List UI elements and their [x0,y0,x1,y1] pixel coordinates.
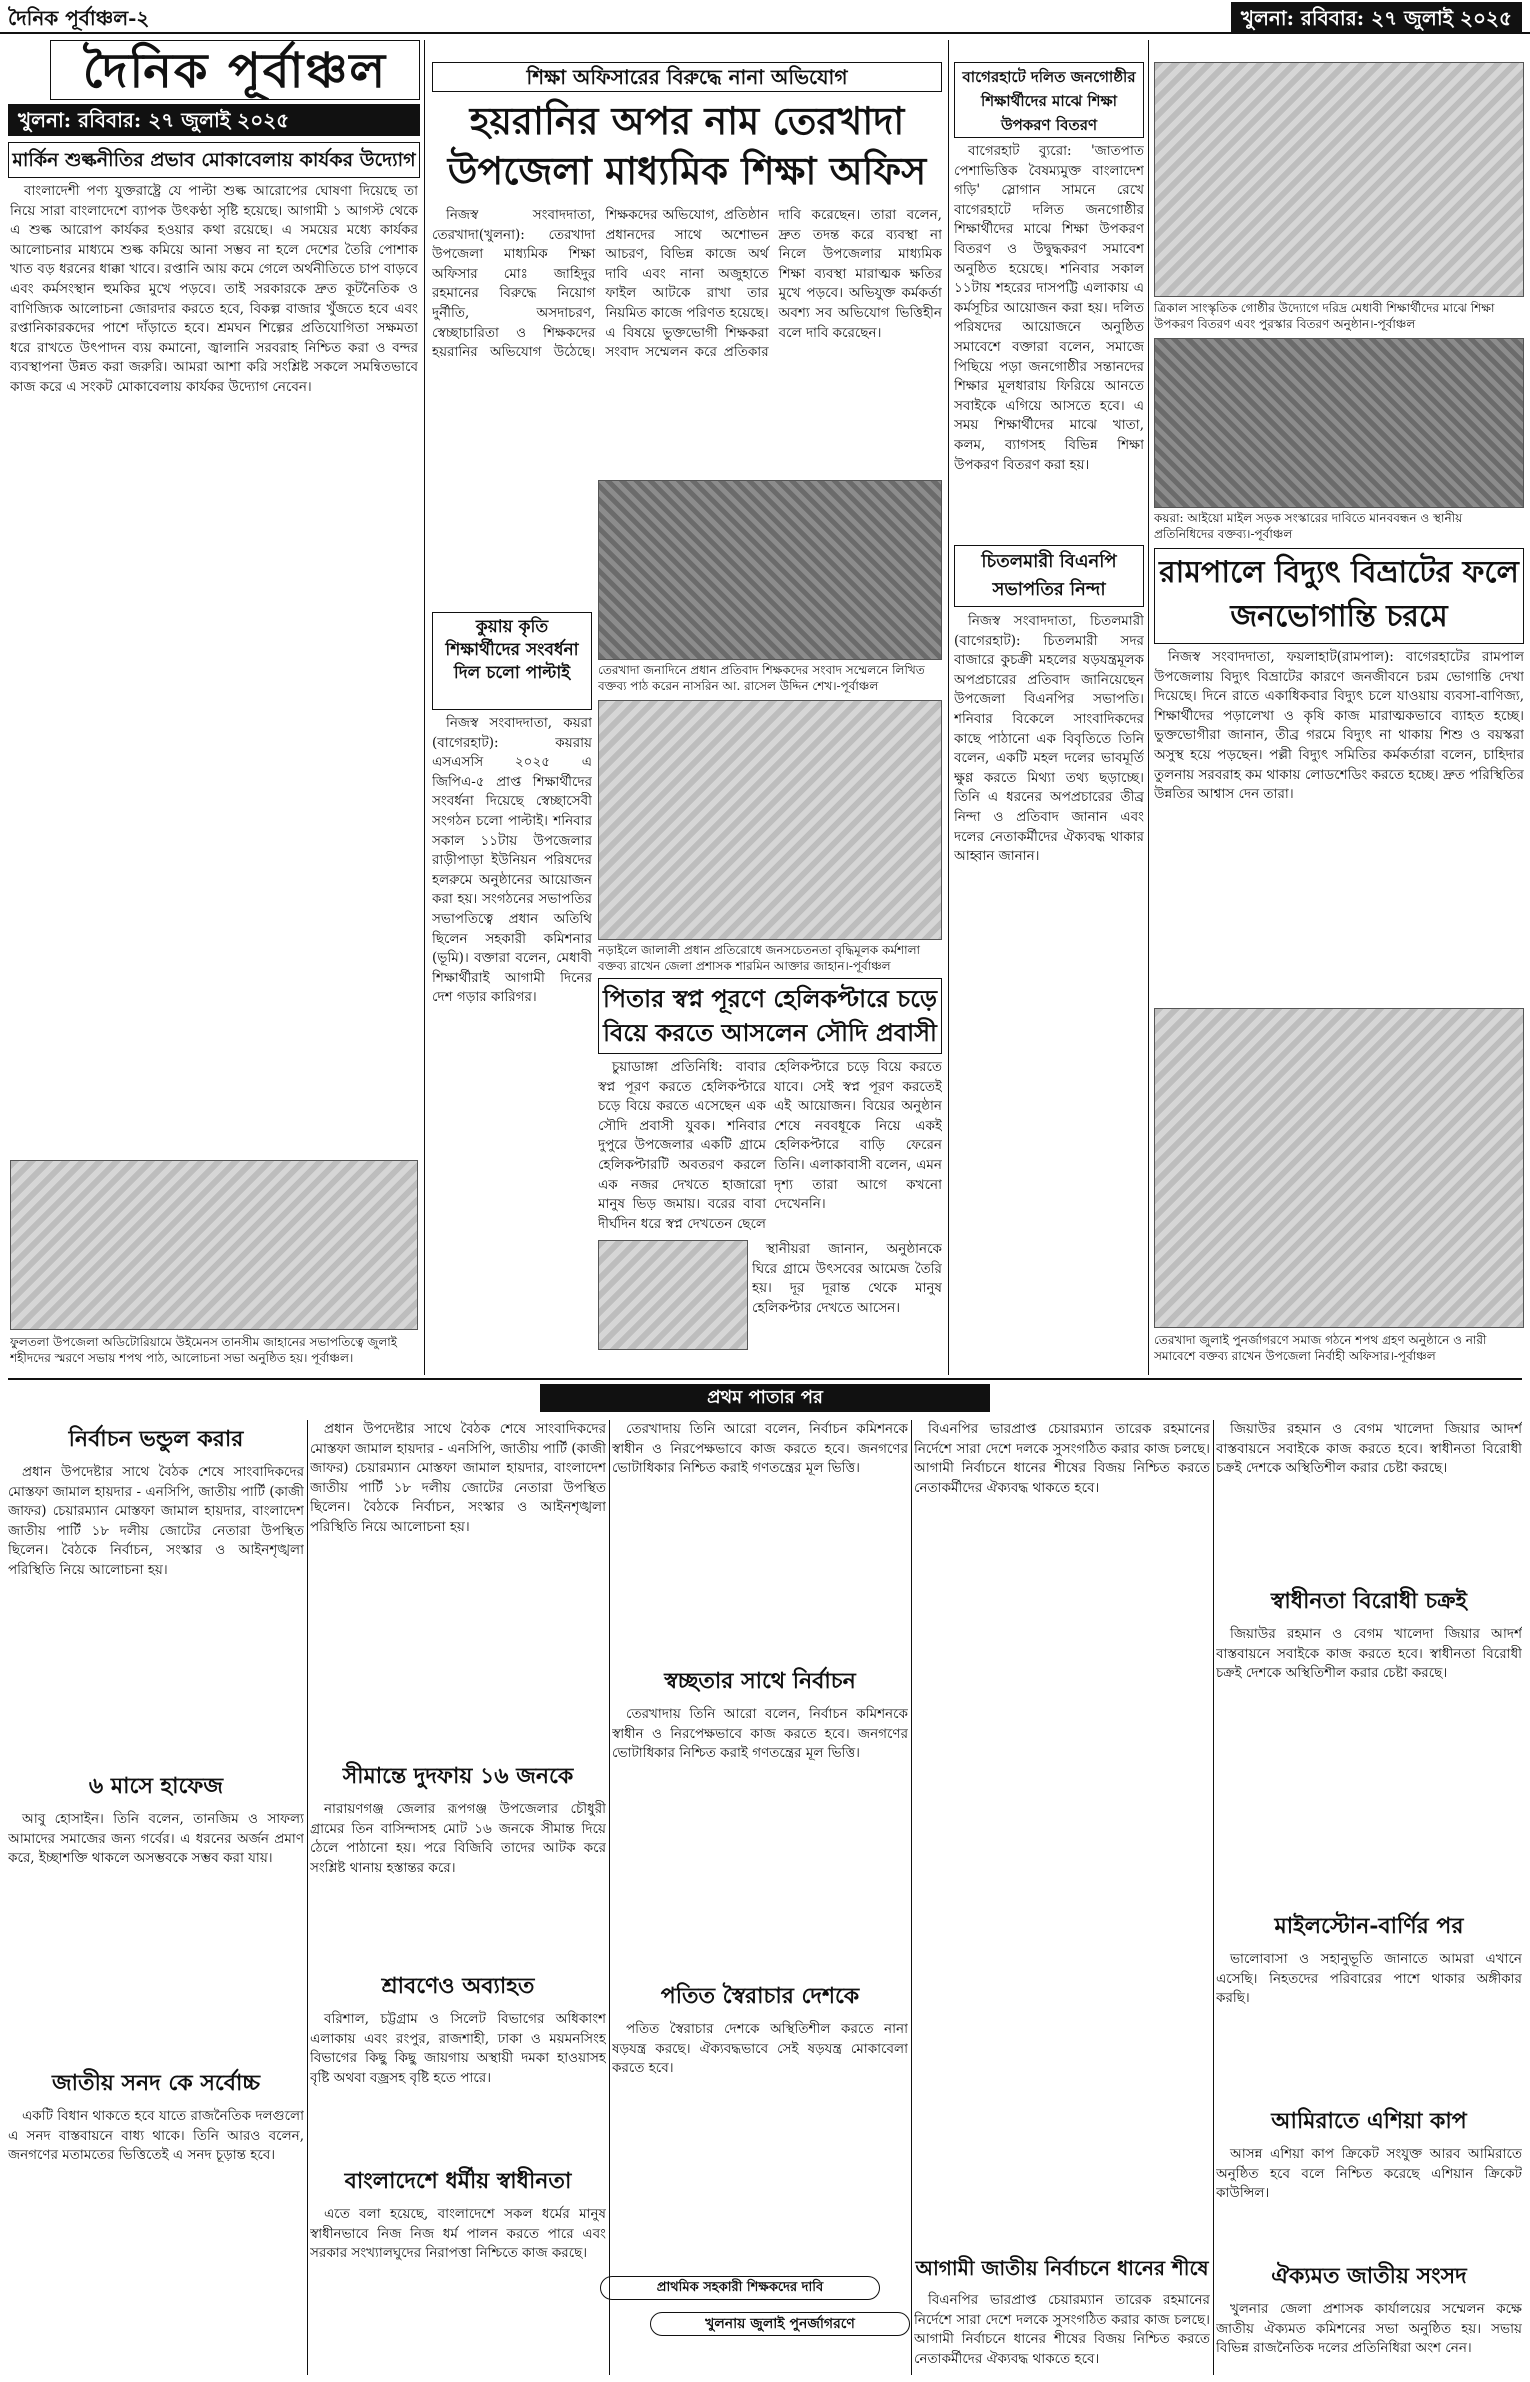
bottom-story-text: ভালোবাসা ও সহানুভূতি জানাতে আমরা এখানে এসেছি। নিহতদের পরিবারের পাশে থাকার অঙ্গীকার করছি। [1216,1951,1522,2007]
bottom-story-body [310,1800,606,1965]
right-top-photo-caption: ত্রিকাল সাংস্কৃতিক গোষ্ঠীর উদ্যোগে দরিদ্র মেধাবী শিক্ষার্থীদের মাঝে শিক্ষা উপকরণ বিতরণ এবং পুরস্কার বিতরণ অনুষ্ঠান।-পূর্বাঞ্চল [1154,301,1495,331]
pitar-text: চুয়াডাঙ্গা প্রতিনিধি: বাবার স্বপ্ন পূরণ করতে হেলিকপ্টারে চড়ে বিয়ে করতে এসেছেন এক সৌদি প্রবাসী যুবক। শনিবার দুপুরে উপজেলার একটি গ্রামে হেলিকপ্টারটি অবতরণ করলে এক নজর দেখতে হাজারো মানুষ ভিড় জমায়। বরের বাবা দীর্ঘদিন ধরে স্বপ্ন দেখতেন ছেলে হেলিকপ্টারে চড়ে বিয়ে করতে যাবে। সেই স্বপ্ন পূরণ করতেই এই আয়োজন। বিয়ের অনুষ্ঠান শেষে নববধূকে নিয়ে একই হেলিকপ্টারে বাড়ি ফেরেন তিনি। এলাকাবাসী বলেন, এমন দৃশ্য তারা আগে কখনো দেখেননি। [598,1059,942,1232]
bottom-story-text: পতিত স্বৈরাচার দেশকে অস্থিতিশীল করতে নানা ষড়যন্ত্র করছে। ঐক্যবদ্ধভাবে সেই ষড়যন্ত্র মোকাবেলা করতে হবে। [612,2021,908,2077]
lead-kicker: শিক্ষা অফিসারের বিরুদ্ধে নানা অভিযোগ [526,65,848,89]
continued-tag: খুলনায় জুলাই পুনর্জাগরণে [650,2312,910,2336]
bottom-story-body [8,1810,304,2060]
bottom-story-text: একটি বিধান থাকতে হবে যাতে রাজনৈতিক দলগুলো এ সনদ বাস্তবায়নে বাধ্য থাকে। তিনি আরও বলেন, জনগণের মতামতের ভিত্তিতেই এ সনদ চূড়ান্ত হবে। [8,2108,304,2164]
lead-kicker-box [432,62,942,92]
bottom-story-body [914,2291,1210,2371]
pitar-body [598,1058,942,1238]
bottom-story-text: বিএনপির ভারপ্রাপ্ত চেয়ারম্যান তারেক রহমানের নির্দেশে সারা দেশে দলকে সুসংগঠিত করার কাজ চলছে। আগামী নির্বাচনে ধানের শীষের বিজয় নিশ্চিত করতে নেতাকর্মীদের ঐক্যবদ্ধ থাকতে হবে। [914,2292,1210,2367]
bottom-column-3 [612,1420,908,2375]
editorial-body [10,182,418,1157]
column-divider [424,40,425,1375]
bottom-story-title: নির্বাচন ভন্ডুল করার [68,1426,244,1452]
bottom-story-text: খুলনার জেলা প্রশাসক কার্যালয়ের সম্মেলন কক্ষে জাতীয় ঐক্যমত কমিশনের সভা অনুষ্ঠিত হয়। সভায় বিভিন্ন রাজনৈতিক দলের প্রতিনিধিরা অংশ নেন। [1216,2301,1522,2357]
kuyara-body [432,714,592,1370]
kuyara-title-box [432,612,592,710]
pitar-continued-text: স্থানীয়রা জানান, অনুষ্ঠানকে ঘিরে গ্রামে উৎসবের আমেজ তৈরি হয়। দূর দূরান্ত থেকে মানুষ হেলিকপ্টার দেখতে আসেন। [752,1241,942,1316]
bottom-column-1 [8,1420,304,2375]
bagerhat-title: বাগেরহাটে দলিত জনগোষ্ঠীর শিক্ষার্থীদের মাঝে শিক্ষা উপকরণ বিতরণ [962,68,1136,134]
rampal-body [1154,648,1524,1003]
bottom-story-body [1216,1420,1522,1580]
bottom-story-text: নারায়ণগঞ্জ জেলার রূপগঞ্জ উপজেলার চৌধুরী গ্রামের তিন বাসিন্দাসহ মোট ১৬ জনকে সীমান্ত দিয়ে ঠেলে পাঠানো হয়। পরে বিজিবি তাদের আটক করে সংশ্লিষ্ট থানায় হস্তান্তর করে। [310,1801,606,1876]
right-bottom-photo-caption: তেরখাদা জুলাই পুনর্জাগরণে সমাজ গঠনে শপথ গ্রহণ অনুষ্ঠানে ও নারী সমাবেশে বক্তব্য রাখেন উপজেলা নির্বাহী অফিসার।-পূর্বাঞ্চল [1154,1333,1487,1363]
bottom-story-text: বরিশাল, চট্টগ্রাম ও সিলেট বিভাগের অধিকাংশ এলাকায় এবং রংপুর, রাজশাহী, ঢাকা ও ময়মনসিংহ বিভাগের কিছু কিছু জায়গায় অস্থায়ী দমকা হাওয়াসহ বৃষ্টি অথবা বজ্রসহ বৃষ্টি হতে পারে। [310,2011,606,2086]
bottom-story-text: আবু হোসাইন। তিনি বলেন, তানজিম ও সাফল্য আমাদের সমাজের জন্য গর্বের। এ ধরনের অর্জন প্রমাণ করে, ইচ্ছাশক্তি থাকলে অসম্ভবকে সম্ভব করা যায়। [8,1811,304,1867]
bottom-story-text: বিএনপির ভারপ্রাপ্ত চেয়ারম্যান তারেক রহমানের নির্দেশে সারা দেশে দলকে সুসংগঠিত করার কাজ চলছে। আগামী নির্বাচনে ধানের শীষের বিজয় নিশ্চিত করতে নেতাকর্মীদের ঐক্যবদ্ধ থাকতে হবে। [914,1421,1210,1496]
right-second-photo [1154,338,1524,508]
bottom-story-title: পতিত স্বৈরাচার দেশকে [660,1983,860,2009]
bottom-story-body [1216,2145,1522,2255]
bottom-story-body [8,1463,304,1763]
column-divider [307,1420,308,2375]
pitar-title-box [598,978,942,1054]
bottom-story-text: তেরখাদায় তিনি আরো বলেন, নির্বাচন কমিশনকে স্বাধীন ও নিরপেক্ষভাবে কাজ করতে হবে। জনগণের ভোটাধিকার নিশ্চিত করাই গণতন্ত্রের মূল ভিত্তি। [612,1706,908,1762]
bottom-story-title: ঐক্যমত জাতীয় সংসদ [1271,2263,1467,2289]
bottom-story-body [310,2010,606,2160]
column-divider [948,40,949,1375]
bottom-story-body [310,2205,606,2355]
pitar-headline: পিতার স্বপ্ন পূরণে হেলিকপ্টারে চড়ে বিয়ে করতে আসলেন সৌদি প্রবাসী [602,984,938,1047]
bottom-story-body [612,1420,908,1660]
bottom-story-body [1216,1950,1522,2100]
bagerhat-title-box [954,62,1144,138]
bottom-story-body [1216,2300,1522,2375]
editorial-title-box [8,142,420,178]
bottom-story-text: এতে বলা হয়েছে, বাংলাদেশে সকল ধর্মের মানুষ স্বাধীনভাবে নিজ নিজ ধর্ম পালন করতে পারে এবং সরকার সংখ্যালঘুদের নিরাপত্তা নিশ্চিতে কাজ করছে। [310,2206,606,2262]
bottom-story-title: শ্রাবণেও অব্যাহত [381,1973,535,1999]
bottom-story-text: আসন্ন এশিয়া কাপ ক্রিকেট সংযুক্ত আরব আমিরাতে অনুষ্ঠিত হবে বলে নিশ্চিত করেছে এশিয়ান ক্রিকেট কাউন্সিল। [1216,2146,1522,2202]
bottom-story-body [612,1705,908,1975]
column-divider [609,1420,610,2375]
bottom-story-title: মাইলস্টোন-বার্ণির পর [1274,1913,1464,1939]
rampal-text: নিজস্ব সংবাদদাতা, ফয়লাহাট(রামপাল): বাগেরহাটের রামপাল উপজেলায় বিদ্যুৎ বিভ্রাটের কারণে জনজীবনে চরম ভোগান্তি দেখা দিয়েছে। দিনে রাতে একাধিকবার বিদ্যুৎ চলে যাওয়ায় ব্যবসা-বাণিজ্য, শিক্ষার্থীদের পড়ালেখা ও কৃষি কাজ মারাত্মকভাবে ব্যাহত হচ্ছে। ভুক্তভোগীরা জানান, তীব্র গরমে বিদ্যুৎ না থাকায় শিশু ও বয়স্করা অসুস্থ হয়ে পড়ছেন। পল্লী বিদ্যুৎ সমিতির কর্মকর্তারা বলেন, চাহিদার তুলনায় সরবরাহ কম থাকায় লোডশেডিং করতে হচ্ছে। দ্রুত পরিস্থিতির উন্নতির আশ্বাস দেন তারা। [1154,649,1524,803]
chitalmari-body [954,612,1144,1370]
continued-from-front-label: প্রথম পাতার পর [540,1384,990,1412]
bottom-column-5 [1216,1420,1522,2375]
right-second-photo-caption: কয়রা: আইয়ো মাইল সড়ক সংস্কারের দাবিতে মানববন্ধন ও স্থানীয় প্রতিনিধিদের বক্তব্য।-পূর্বাঞ্চল [1154,511,1463,541]
rampal-headline: রামপালে বিদ্যুৎ বিভ্রাটের ফলে জনভোগান্তি চরমে [1159,555,1519,634]
bottom-story-title: জাতীয় সনদ কে সর্বোচ্চ [52,2070,260,2096]
bottom-story-body [612,2020,908,2330]
newspaper-masthead: দৈনিক পূর্বাঞ্চল [50,40,420,100]
right-top-photo [1154,62,1524,297]
bottom-story-title: সীমান্তে দুদফায় ১৬ জনকে [342,1763,574,1789]
workshop-photo [598,700,942,940]
bagerhat-text: বাগেরহাট ব্যুরো: 'জাতপাত পেশাভিত্তিক বৈষম্যমুক্ত বাংলাদেশ গড়ি' স্লোগান সামনে রেখে বাগেরহাটে দলিত জনগোষ্ঠীর শিক্ষার্থীদের মাঝে শিক্ষা উপকরণ বিতরণ ও উদ্বুদ্ধকরণ সমাবেশ অনুষ্ঠিত হয়েছে। শনিবার সকাল ১১টায় শহরের দাসপট্টি এলাকায় এ কর্মসূচির আয়োজন করা হয়। দলিত পরিষদের আয়োজনে অনুষ্ঠিত সমাবেশে বক্তারা বলেন, সমাজে পিছিয়ে পড়া জনগোষ্ঠীর সন্তানদের শিক্ষার মূলধারায় ফিরিয়ে আনতে সবাইকে এগিয়ে আসতে হবে। এ সময় শিক্ষার্থীদের মাঝে খাতা, কলম, ব্যাগসহ বিভিন্ন শিক্ষা উপকরণ বিতরণ করা হয়। [954,143,1144,473]
bagerhat-body [954,142,1144,537]
bottom-story-title: আমিরাতে এশিয়া কাপ [1271,2108,1467,2134]
section-divider [8,1378,1522,1380]
chitalmari-text: নিজস্ব সংবাদদাতা, চিতলমারী (বাগেরহাট): চিতলমারী সদর বাজারে কুচক্রী মহলের ষড়যন্ত্রমূলক অপপ্রচারের প্রতিবাদ জানিয়েছেন উপজেলা বিএনপির সভাপতি। শনিবার বিকেলে সাংবাদিকদের কাছে পাঠানো এক বিবৃতিতে তিনি বলেন, একটি মহল দলের ভাবমূর্তি ক্ষুণ্ণ করতে মিথ্যা তথ্য ছড়াচ্ছে। তিনি এ ধরনের অপপ্রচারের তীব্র নিন্দা ও প্রতিবাদ জানান এবং দলের নেতাকর্মীদের ঐক্যবদ্ধ থাকার আহ্বান জানান। [954,613,1144,865]
bottom-story-title: স্বাধীনতা বিরোধী চক্রই [1271,1588,1467,1614]
bottom-story-title: ৬ মাসে হাফেজ [88,1773,224,1799]
lead-body [432,206,942,476]
page-number-label: দৈনিক পূর্বাঞ্চল-২ [8,6,150,30]
bottom-story-body [8,2107,304,2375]
kuyara-title: কুয়ায় কৃতি শিক্ষার্থীদের সংবর্ধনা দিল চলো পাল্টাই [445,617,579,683]
workshop-photo-caption: নড়াইলে জালালী প্রধান প্রতিরোধে জনসচেতনতা বৃদ্ধিমূলক কর্মশালা বক্তব্য রাখেন জেলা প্রশাসক শারমিন আক্তার জাহান।-পূর্বাঞ্চল [598,943,921,973]
bottom-story-title: আগামী জাতীয় নির্বাচনে ধানের শীষে [915,2256,1209,2280]
header-date: খুলনা: রবিবার: ২৭ জুলাই ২০২৫ [1231,2,1522,34]
bottom-story-title: বাংলাদেশে ধর্মীয় স্বাধীনতা [344,2168,572,2194]
bottom-story-body [310,1420,606,1755]
bottom-story-text: প্রধান উপদেষ্টার সাথে বৈঠক শেষে সাংবাদিকদের মোস্তফা জামাল হায়দার - এনসিপি, জাতীয় পার্টি (কাজী জাফর) চেয়ারম্যান মোস্তফা জামাল হায়দার, বাংলাদেশ জাতীয় পার্টি ১৮ দলীয় জোটের নেতারা উপস্থিত ছিলেন। বৈঠকে নির্বাচন, সংস্কার ও আইনশৃঙ্খলা পরিস্থিতি নিয়ে আলোচনা হয়। [310,1421,606,1535]
bottom-story-body [1216,1625,1522,1905]
continued-tag: প্রাথমিক সহকারী শিক্ষকদের দাবি [600,2276,880,2300]
editorial-photo [10,1160,418,1330]
bottom-story-body [914,1420,1210,2250]
editorial-title: মার্কিন শুল্কনীতির প্রভাব মোকাবেলায় কার্যকর উদ্যোগ [12,149,416,171]
chitalmari-title: চিতলমারী বিএনপি সভাপতির নিন্দা [981,551,1117,600]
column-divider [1148,40,1149,1375]
kuyara-text: নিজস্ব সংবাদদাতা, কয়রা (বাগেরহাট): কয়রায় এসএসসি ২০২৫ এ জিপিএ-৫ প্রাপ্ত শিক্ষার্থীদের সংবর্ধনা দিয়েছে স্বেচ্ছাসেবী সংগঠন চলো পাল্টাই। শনিবার সকাল ১১টায় উপজেলার রাড়ীপাড়া ইউনিয়ন পরিষদের হলরুমে অনুষ্ঠানের আয়োজন করা হয়। সংগঠনের সভাপতির সভাপতিত্বে প্রধান অতিথি ছিলেন সহকারী কমিশনার (ভূমি)। বক্তারা বলেন, মেধাবী শিক্ষার্থীরাই আগামী দিনের দেশ গড়ার কারিগর। [432,715,592,1006]
column-divider [911,1420,912,2375]
editorial-text: বাংলাদেশী পণ্য যুক্তরাষ্ট্রে যে পাল্টা শুল্ক আরোপের ঘোষণা দিয়েছে তা নিয়ে সারা বাংলাদেশে ব্যাপক উৎকণ্ঠা সৃষ্টি হয়েছে। আগামী ১ আগস্ট থেকে এ শুল্ক আরোপ কার্যকর হওয়ার কথা রয়েছে। এ সময়ের মধ্যে কার্যকর আলোচনার মাধ্যমে শুল্ক কমিয়ে আনা সম্ভব না হলে দেশের তৈরি পোশাক খাত বড় ধরনের ধাক্কা খাবে। রপ্তানি আয় কমে গেলে অর্থনীতিতে চাপ বাড়বে এবং কর্মসংস্থান হুমকির মুখে পড়বে। তাই সরকারকে দ্রুত কূটনৈতিক ও বাণিজ্যিক আলোচনা জোরদার করতে হবে, বিকল্প বাজার খুঁজতে হবে এবং রপ্তানিকারকদের পাশে দাঁড়াতে হবে। শ্রমঘন শিল্পের প্রতিযোগিতা সক্ষমতা ধরে রাখতে উৎপাদন ব্যয় কমানো, জ্বালানি সরবরাহ নিশ্চিত করা ও বন্দর ব্যবস্থাপনা উন্নত করা জরুরি। আমরা আশা করি সংশ্লিষ্ট সকলে সমন্বিতভাবে কাজ করে এ সংকট মোকাবেলায় কার্যকর উদ্যোগ নেবেন। [10,183,418,395]
bottom-story-text: জিয়াউর রহমান ও বেগম খালেদা জিয়ার আদর্শ বাস্তবায়নে সবাইকে কাজ করতে হবে। স্বাধীনতা বিরোধী চক্রই দেশকে অস্থিতিশীল করার চেষ্টা করছে। [1216,1421,1522,1477]
lead-text: নিজস্ব সংবাদদাতা, তেরখাদা(খুলনা): তেরখাদা উপজেলা মাধ্যমিক শিক্ষা অফিসার মোঃ জাহিদুর রহমানের বিরুদ্ধে নিয়োগ দুর্নীতি, অসদাচরণ, স্বেচ্ছাচারিতা ও শিক্ষকদের হয়রানির অভিযোগ উঠেছে। শিক্ষকদের অভিযোগ, প্রতিষ্ঠান প্রধানদের সাথে অশোভন আচরণ, বিভিন্ন কাজে অর্থ দাবি এবং নানা অজুহাতে ফাইল আটকে রাখা তার নিয়মিত কাজে পরিণত হয়েছে। এ বিষয়ে ভুক্তভোগী শিক্ষকরা সংবাদ সম্মেলন করে প্রতিকার দাবি করেছেন। তারা বলেন, দ্রুত তদন্ত করে ব্যবস্থা না নিলে উপজেলার মাধ্যমিক শিক্ষা ব্যবস্থা মারাত্মক ক্ষতির মুখে পড়বে। অভিযুক্ত কর্মকর্তা অবশ্য সব অভিযোগ ভিত্তিহীন বলে দাবি করেছেন। [432,207,942,361]
bottom-story-text: প্রধান উপদেষ্টার সাথে বৈঠক শেষে সাংবাদিকদের মোস্তফা জামাল হায়দার - এনসিপি, জাতীয় পার্টি (কাজী জাফর) চেয়ারম্যান মোস্তফা জামাল হায়দার, বাংলাদেশ জাতীয় পার্টি ১৮ দলীয় জোটের নেতারা উপস্থিত ছিলেন। বৈঠকে নির্বাচন, সংস্কার ও আইনশৃঙ্খলা পরিস্থিতি নিয়ে আলোচনা হয়। [8,1464,304,1578]
masthead-date: খুলনা: রবিবার: ২৭ জুলাই ২০২৫ [8,104,420,136]
lead-headline: হয়রানির অপর নাম তেরখাদা উপজেলা মাধ্যমিক শিক্ষা অফিস [447,98,927,193]
right-bottom-photo [1154,1008,1524,1328]
column-divider [1213,1420,1214,2375]
bottom-story-text: তেরখাদায় তিনি আরো বলেন, নির্বাচন কমিশনকে স্বাধীন ও নিরপেক্ষভাবে কাজ করতে হবে। জনগণের ভোটাধিকার নিশ্চিত করাই গণতন্ত্রের মূল ভিত্তি। [612,1421,908,1477]
page-header-bar [0,0,1530,34]
helicopter-photo [598,1240,748,1350]
bottom-story-title: স্বচ্ছতার সাথে নির্বাচন [664,1668,856,1694]
lead-photo-caption: তেরখাদা জনাদিনে প্রধান প্রতিবাদ শিক্ষকদের সংবাদ সম্মেলনে লিখিত বক্তব্য পাঠ করেন নাসরিন আ. রাসেল উদ্দিন শেখ।-পূর্বাঞ্চল [598,663,925,693]
bottom-story-text: জিয়াউর রহমান ও বেগম খালেদা জিয়ার আদর্শ বাস্তবায়নে সবাইকে কাজ করতে হবে। স্বাধীনতা বিরোধী চক্রই দেশকে অস্থিতিশীল করার চেষ্টা করছে। [1216,1626,1522,1682]
lead-photo [598,480,942,660]
rampal-title-box [1154,548,1524,644]
chitalmari-title-box [954,545,1144,607]
editorial-photo-caption: ফুলতলা উপজেলা অডিটোরিয়ামে উইমেনস তানসীম জাহানের সভাপতিত্বে জুলাই শহীদদের স্মরণে সভায় শপথ পাঠ, আলোচনা সভা অনুষ্ঠিত হয়। পূর্বাঞ্চল। [10,1335,397,1365]
pitar-continued-body [752,1240,942,1370]
bottom-column-4 [914,1420,1210,2375]
bottom-column-2 [310,1420,606,2375]
